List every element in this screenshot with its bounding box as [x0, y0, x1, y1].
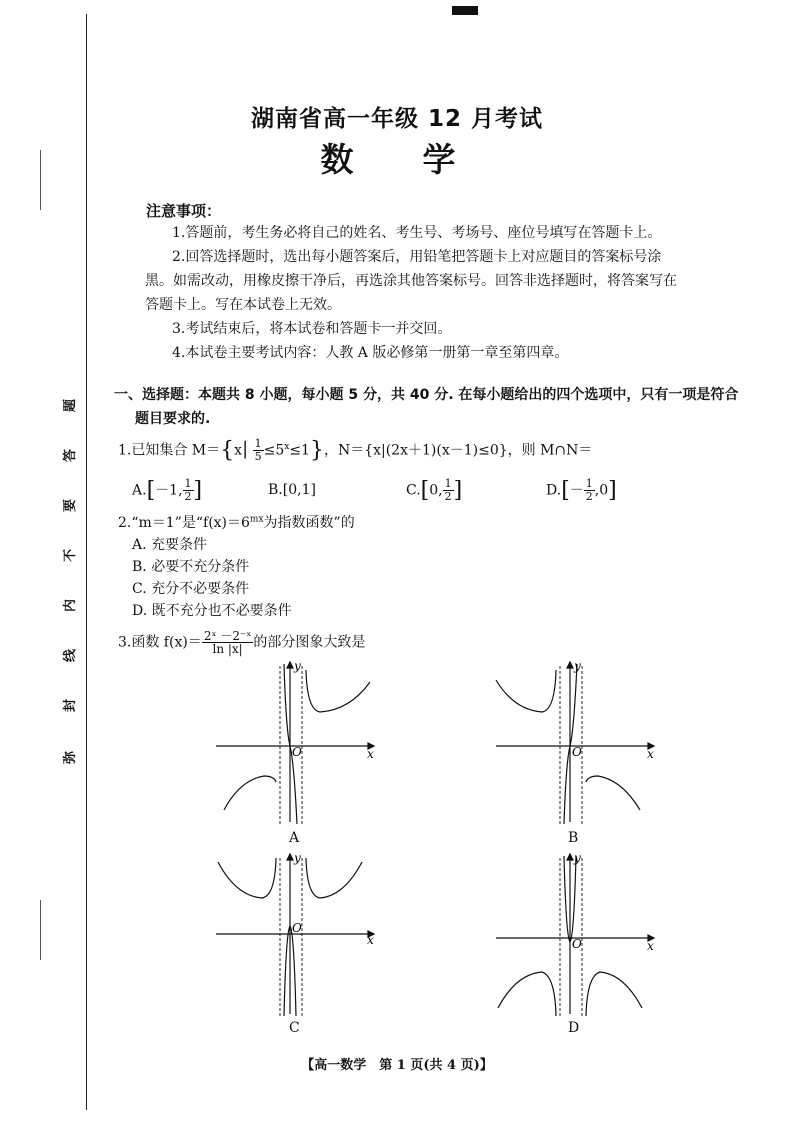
graph-a	[210, 660, 380, 830]
exam-title: 湖南省高一年级 12 月考试	[250, 106, 544, 132]
graph-c	[210, 852, 380, 1022]
x-axis-label: x	[367, 933, 374, 947]
graph-a-label: A	[289, 830, 300, 846]
fraction-one-fifth: $\frac{1}{5}$	[254, 437, 262, 463]
q2-option-a: A. 充要条件	[132, 537, 208, 553]
top-mark	[452, 6, 478, 15]
section-heading-cont: 题目要求的.	[135, 411, 211, 427]
notice-line: 2.回答选择题时，选出每小题答案后，用铅笔把答题卡上对应题目的答案标号涂	[172, 249, 662, 265]
side-char: 弥	[63, 750, 79, 765]
side-char: 答	[63, 448, 79, 463]
notice-line: 4.本试卷主要考试内容：人教 A 版必修第一册第一章至第四章。	[172, 345, 569, 361]
q1-option-c: C.[0, $\frac{1}{2}$ ]	[406, 477, 463, 503]
binding-line-short	[40, 900, 41, 960]
origin-label: O	[572, 937, 582, 951]
x-axis-label: x	[367, 747, 374, 761]
q3-function-fraction: $\frac{\text{2ˣ －2⁻ˣ}}{\ln |x|}$	[203, 629, 252, 656]
q1-set-var: x	[234, 442, 243, 459]
q1-option-a: A.[－1, $\frac{1}{2}$ ]	[132, 477, 203, 503]
y-axis-label: y	[294, 851, 301, 865]
side-char: 线	[63, 648, 79, 663]
notice-line: 1.答题前，考生务必将自己的姓名、考生号、考场号、座位号填写在答题卡上。	[172, 225, 662, 241]
y-axis-label: y	[294, 659, 301, 673]
side-char: 不	[63, 548, 79, 563]
x-axis-label: x	[647, 747, 654, 761]
q1-stem-a: 1.已知集合 M＝	[118, 442, 221, 459]
q2-option-d: D. 既不充分也不必要条件	[132, 603, 292, 619]
x-axis-label: x	[647, 939, 654, 953]
question-1-stem: 1.已知集合 M＝{x| $\frac{1}{5}$ $\le 5^x\le 1$}，N＝{x|(2x＋1)(x－1)≤0}，则 M∩N＝	[118, 437, 593, 463]
graph-d	[490, 852, 660, 1022]
graph-b-label: B	[568, 830, 579, 846]
sealing-line-text	[62, 392, 82, 772]
graph-b	[490, 660, 660, 830]
side-char: 题	[63, 398, 79, 413]
origin-label: O	[292, 921, 302, 935]
graph-c-label: C	[289, 1020, 300, 1036]
y-axis-label: y	[574, 659, 581, 673]
notice-title: 注意事项：	[146, 202, 222, 220]
notice-line: 3.考试结束后，将本试卷和答题卡一并交回。	[172, 321, 452, 337]
y-axis-label: y	[574, 851, 581, 865]
side-char: 封	[63, 698, 79, 713]
side-char: 要	[63, 498, 79, 513]
subject-title: 数 学	[320, 140, 474, 179]
notice-line: 答题卡上。写在本试卷上无效。	[145, 297, 341, 313]
q1-option-d: D.[－ $\frac{1}{2}$ ,0]	[546, 477, 617, 503]
origin-label: O	[572, 745, 582, 759]
q2-option-c: C. 充分不必要条件	[132, 581, 250, 597]
question-3-stem: 3.函数 f(x)＝ $\frac{\text{2ˣ －2⁻ˣ}}{\ln |x|}$ 的部分图象大致是	[118, 629, 366, 656]
notice-line: 黑。如需改动，用橡皮擦干净后，再选涂其他答案标号。回答非选择题时，将答案写在	[145, 273, 677, 289]
graph-d-label: D	[568, 1020, 580, 1036]
question-2-stem: 2.“m＝1”是“$f(x)=6^{mx}$为指数函数”的	[118, 514, 355, 531]
section-heading: 一、选择题：本题共 8 小题，每小题 5 分，共 40 分. 在每小题给出的四个选项中，只有一项是符合	[114, 387, 739, 403]
q1-stem-b: ，N＝{x|(2x＋1)(x－1)≤0}，则 M∩N＝	[323, 442, 593, 459]
q2-option-b: B. 必要不充分条件	[132, 559, 250, 575]
q1-option-b: B.[0,1]	[268, 482, 316, 498]
origin-label: O	[292, 745, 302, 759]
page-footer: 【高一数学 第 1 页(共 4 页)】	[301, 1058, 493, 1073]
side-char: 内	[63, 598, 79, 613]
